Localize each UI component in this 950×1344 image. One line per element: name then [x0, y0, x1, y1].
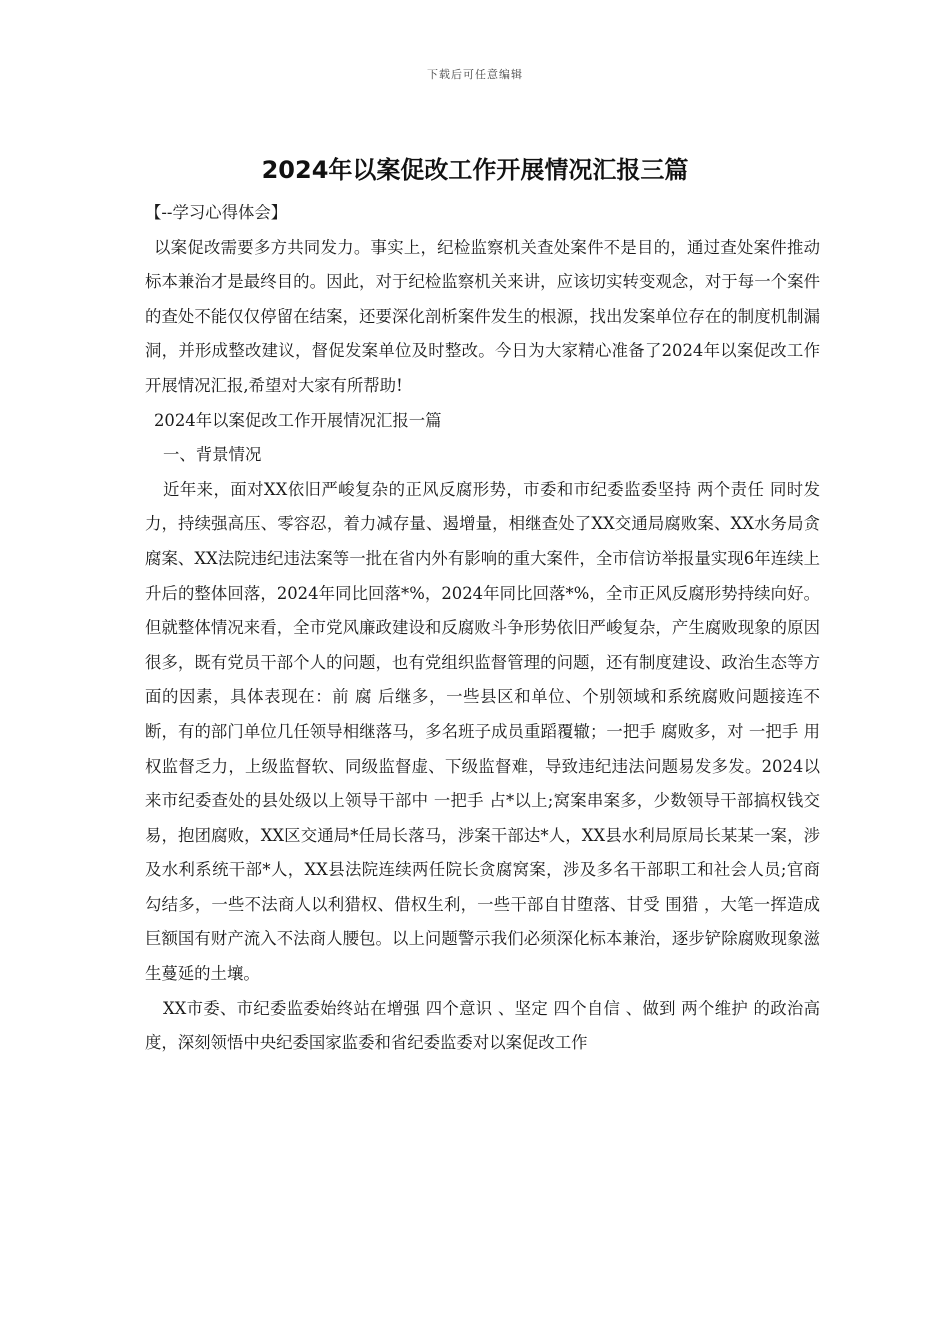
background-paragraph: 近年来，面对XX依旧严峻复杂的正风反腐形势，市委和市纪委监委坚持 两个责任 同时发力，持续强高压、零容忍，着力减存量、遏增量，相继查处了XX交通局腐败案、XX水务局贪腐案、XX法院违纪违法案等一批在省内外有影响的重大案件，全市信访举报量实现6年连续上升后的整体回落，2024年同比回落*%，2024年同比回落*%，全市正风反腐形势持续向好。但就整体情况来看，全市党风廉政建设和反腐败斗争形势依旧严峻复杂，产生腐败现象的原因很多，既有党员干部个人的问题，也有党组织监督管理的问题，还有制度建设、政治生态等方面的因素，具体表现在：前 腐 后继多，一些县区和单位、个别领域和系统腐败问题接连不断，有的部门单位几任领导相继落马，多名班子成员重蹈覆辙；一把手 腐败多，对 一把手 用权监督乏力，上级监督软、同级监督虚、下级监督难，导致违纪违法问题易发多发。2024以来市纪委查处的县处级以上领导干部中 一把手 占*以上;窝案串案多，少数领导干部搞权钱交易，抱团腐败，XX区交通局*任局长落马，涉案干部达*人，XX县水利局原局长某某一案，涉及水利系统干部*人，XX县法院连续两任院长贪腐窝案，涉及多名干部职工和社会人员;官商勾结多，一些不法商人以利猎权、借权生利，一些干部自甘堕落、甘受 围猎 ，大笔一挥造成巨额国有财产流入不法商人腰包。以上问题警示我们必须深化标本兼治，逐步铲除腐败现象滋生蔓延的土壤。	[145, 479, 820, 984]
intro-paragraph: 以案促改需要多方共同发力。事实上，纪检监察机关查处案件不是目的，通过查处案件推动标本兼治才是最终目的。因此，对于纪检监察机关来讲，应该切实转变观念，对于每一个案件的查处不能仅仅停留在结案，还要深化剖析案件发生的根源，找出发案单位存在的制度机制漏洞，并形成整改建议，督促发案单位及时整改。今日为大家精心准备了2024年以案促改工作开展情况汇报,希望对大家有所帮助!	[145, 237, 820, 395]
continuation-paragraph: XX市委、市纪委监委始终站在增强 四个意识 、坚定 四个自信 、做到 两个维护 的政治高度，深刻领悟中央纪委国家监委和省纪委监委对以案促改工作	[145, 998, 820, 1053]
section-heading-background: 一、背景情况	[163, 445, 262, 465]
document-body	[145, 196, 820, 1061]
header-note: 下载后可任意编辑	[427, 68, 523, 81]
section-heading-part-one: 2024年以案促改工作开展情况汇报一篇	[154, 410, 442, 430]
page-title: 2024年以案促改工作开展情况汇报三篇	[261, 156, 689, 184]
subtitle: 【--学习心得体会】	[145, 203, 288, 222]
